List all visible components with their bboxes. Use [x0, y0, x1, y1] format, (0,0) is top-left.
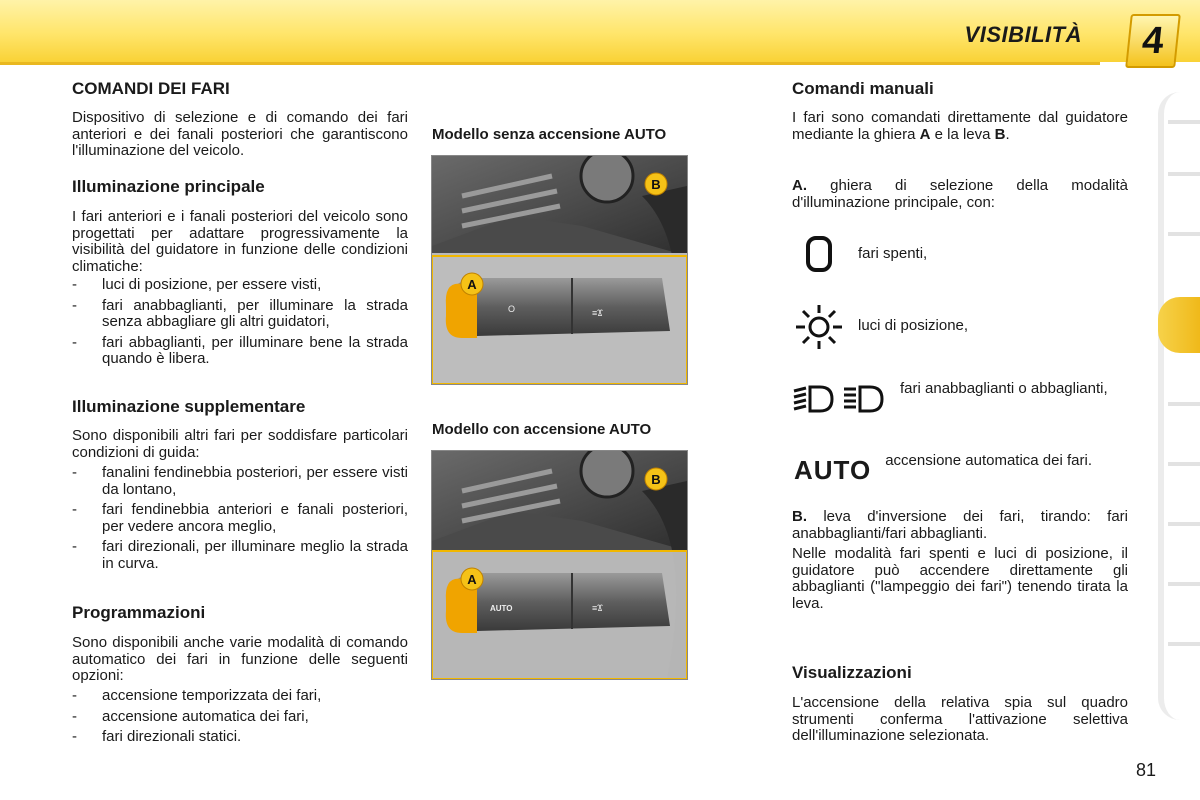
item-b-text: leva d'inversione dei fari, tirando: fari anabbaglianti/fari abbaglianti. — [792, 508, 1129, 542]
lights-off-icon — [800, 233, 840, 275]
side-tab — [1168, 462, 1200, 466]
list-item: - fari direzionali, per illuminare meglio la strada in curva. — [72, 539, 408, 572]
icon-text-headlights: fari anabbaglianti o abbaglianti, — [900, 380, 1108, 397]
programming-text: Sono disponibili anche varie modalità di comando automatico dei fari in funzione delle seguenti opzioni: — [72, 634, 408, 684]
list-item: - fanalini fendinebbia posteriori, per essere visti da lontano, — [72, 465, 408, 498]
side-tab — [1168, 582, 1200, 586]
icon-text-off: fari spenti, — [858, 245, 928, 262]
item-a-text: ghiera di selezione della modalità d'illuminazione principale, con: — [792, 177, 1128, 211]
list-item: - accensione temporizzata dei fari, — [72, 688, 408, 705]
heading-extra-lighting: Illuminazione supplementare — [72, 397, 306, 416]
header-divider — [0, 62, 1100, 65]
main-lighting-text: I fari anteriori e i fanali posteriori del veicolo sono progettati per adattare progressivamente la visibilità del guidatore in funzione delle condizioni climatiche: — [72, 208, 408, 275]
side-tab — [1168, 522, 1200, 526]
side-tab — [1168, 172, 1200, 176]
figure-stalk-no-auto — [431, 155, 688, 385]
figure-caption-no-auto: Modello senza accensione AUTO — [432, 126, 667, 143]
stalk-auto-label: AUTO — [490, 604, 513, 613]
chapter-number-badge — [1125, 14, 1181, 68]
chapter-title: VISIBILITÀ — [964, 22, 1082, 47]
svg-text:≡Ϫ: ≡Ϫ — [592, 603, 603, 613]
flash-paragraph: Nelle modalità fari spenti e luci di posizione, il guidatore può accendere direttamente gli abbaglianti ("lampeggio dei fari") tenendo tirata la leva. — [792, 545, 1128, 612]
extra-lighting-list — [72, 465, 408, 576]
heading-programming: Programmazioni — [72, 603, 206, 622]
side-tab-curve — [1158, 92, 1200, 720]
label-a: A — [467, 572, 477, 587]
chapter-number: 4 — [1140, 19, 1166, 62]
figure-caption-auto: Modello con accensione AUTO — [432, 421, 652, 438]
list-item: - fari abbaglianti, per illuminare bene la strada quando è libera. — [72, 335, 408, 368]
list-item: - accensione automatica dei fari, — [72, 709, 408, 726]
side-tab-active — [1158, 297, 1200, 353]
manual-controls-intro: I fari sono comandati direttamente dal guidatore mediante la ghiera A e la leva B. — [792, 109, 1128, 143]
section-title: COMANDI DEI FARI — [72, 79, 230, 98]
heading-manual-controls: Comandi manuali — [792, 79, 934, 98]
heading-visualizations: Visualizzazioni — [792, 663, 912, 682]
item-a-label: A. — [792, 177, 807, 194]
item-a — [792, 178, 1128, 211]
label-b: B — [651, 177, 661, 192]
icon-text-sidelights: luci di posizione, — [858, 317, 969, 334]
icon-row-off — [800, 233, 1128, 275]
label-b: B — [651, 472, 661, 487]
icon-text-auto: accensione automatica dei fari. — [885, 452, 1092, 469]
label-a: A — [467, 277, 477, 292]
icon-row-headlights — [792, 381, 1128, 415]
sidelights-icon — [793, 302, 845, 352]
svg-text:≡Ϫ: ≡Ϫ — [592, 308, 603, 318]
headlights-icon — [792, 381, 892, 415]
heading-main-lighting: Illuminazione principale — [72, 177, 265, 196]
main-lighting-list — [72, 277, 408, 372]
side-tab — [1168, 642, 1200, 646]
item-b-label: B. — [792, 508, 807, 525]
list-item: - fari direzionali statici. — [72, 729, 408, 746]
page-number: 81 — [1136, 760, 1157, 780]
side-tab — [1168, 402, 1200, 406]
side-tab — [1168, 232, 1200, 236]
item-b — [792, 509, 1128, 542]
figure-stalk-auto — [431, 450, 688, 680]
programming-list — [72, 688, 408, 750]
stalk-illustration-auto — [432, 451, 687, 679]
visualizations-text: L'accensione della relativa spia sul quadro strumenti conferma l'attivazione selettiva dell'illuminazione selezionata. — [792, 694, 1128, 744]
intro-paragraph: Dispositivo di selezione e di comando dei fari anteriori e dei fanali posteriori che garantiscono l'illuminazione del veicolo. — [72, 109, 408, 159]
list-item: - fari fendinebbia anteriori e fanali posteriori, per vedere ancora meglio, — [72, 502, 408, 535]
icon-row-sidelights — [793, 302, 1128, 352]
chapter-side-tabs — [1158, 92, 1200, 722]
list-item: - luci di posizione, per essere visti, — [72, 277, 408, 294]
icon-row-auto — [794, 453, 1128, 486]
list-item: - fari anabbaglianti, per illuminare la strada senza abbagliare gli altri guidatori, — [72, 298, 408, 331]
auto-icon: AUTO — [794, 455, 872, 485]
stalk-illustration — [432, 156, 687, 384]
side-tab — [1168, 120, 1200, 124]
svg-text:O: O — [508, 304, 516, 314]
extra-lighting-text: Sono disponibili altri fari per soddisfare particolari condizioni di guida: — [72, 427, 408, 461]
